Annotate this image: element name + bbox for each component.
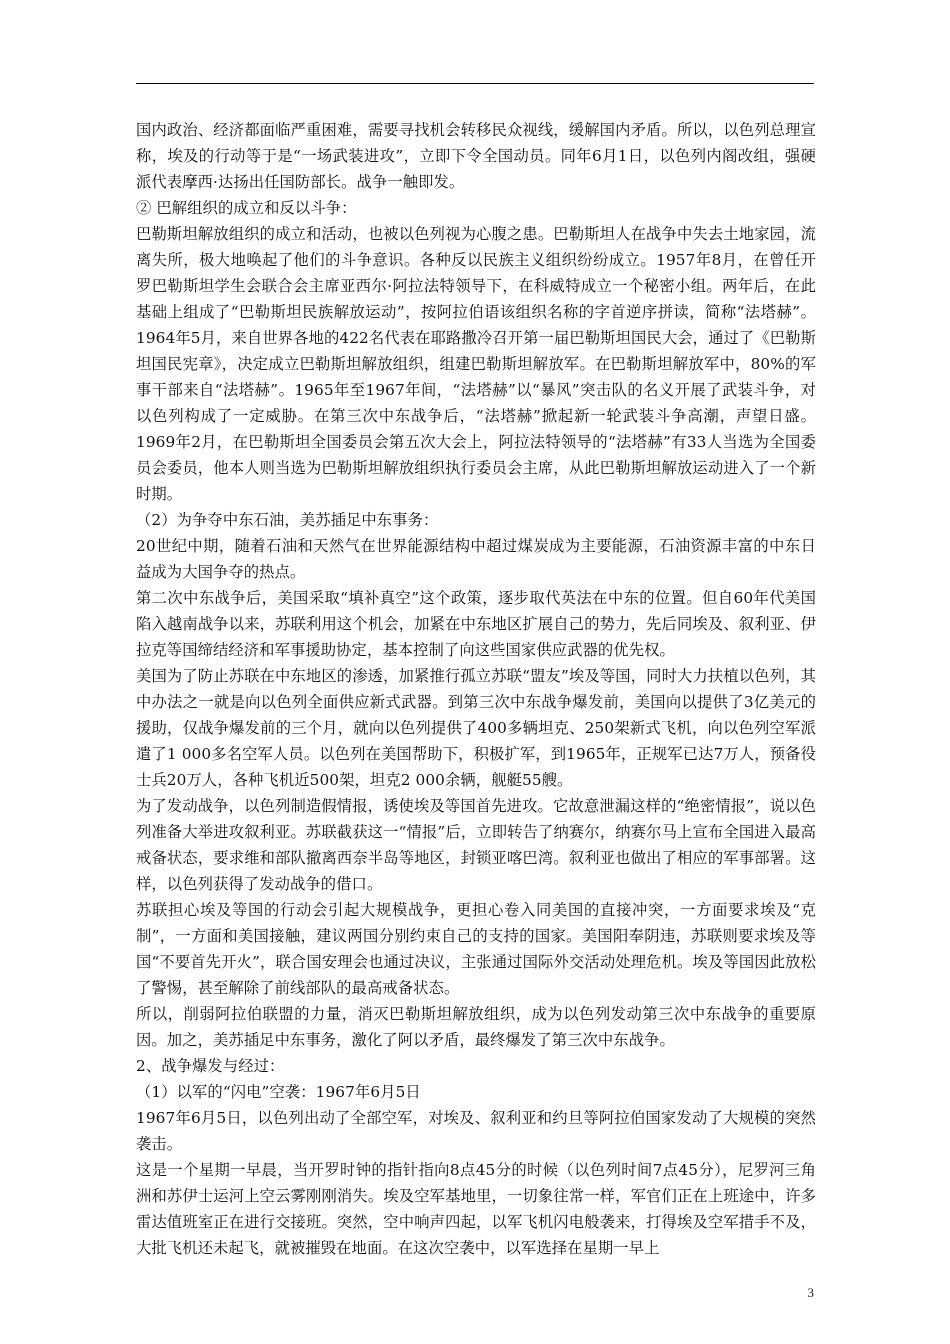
body-text <box>136 117 816 1261</box>
subheading-oil: （2）为争夺中东石油，美苏插足中东事务： <box>136 511 439 529</box>
paragraph-vacuum-policy: 第二次中东战争后，美国采取“填补真空”这个政策，逐步取代英法在中东的位置。但自60年代美国陷入越南战争以来，苏联利用这个机会，加紧在中东地区扩展自己的势力，先后同埃及、叙利亚、伊拉克等国缔结经济和军事援助协定，基本控制了向这些国家供应武器的优先权。 <box>136 589 816 659</box>
header-rule <box>136 83 814 84</box>
paragraph-oil-energy: 20世纪中期，随着石油和天然气在世界能源结构中超过煤炭成为主要能源，石油资源丰富的中东日益成为大国争夺的热点。 <box>136 537 816 581</box>
paragraph-monday-morning: 这是一个星期一早晨，当开罗时钟的指针指向8点45分的时候（以色列时间7点45分），尼罗河三角洲和苏伊士运河上空云雾刚刚消失。埃及空军基地里，一切象往常一样，军官们正在上班途中，许多雷达值班室正在进行交接班。突然，空中响声四起，以军飞机闪电般袭来，打得埃及空军措手不及，大批飞机还未起飞，就被摧毁在地面。在这次空袭中，以军选择在星期一早上 <box>136 1161 816 1257</box>
paragraph-soviet-restraint: 苏联担心埃及等国的行动会引起大规模战争，更担心卷入同美国的直接冲突，一方面要求埃及“克制”，一方面和美国接触，建议两国分别约束自己的支持的国家。美国阳奉阴违，苏联则要求埃及等国“不要首先开火”，联合国安理会也通过决议，主张通过国际外交活动处理危机。埃及等国因此放松了警惕，甚至解除了前线部队的最高戒备状态。 <box>136 901 816 997</box>
paragraph-continuation: 国内政治、经济都面临严重困难，需要寻找机会转移民众视线，缓解国内矛盾。所以，以色列总理宣称，埃及的行动等于是“一场武装进攻”，立即下令全国动员。同年6月1日，以色列内阁改组，强硬派代表摩西·达扬出任国防部长。战争一触即发。 <box>136 121 816 191</box>
section-heading-war: 2、战争爆发与经过： <box>136 1057 285 1075</box>
paragraph-plo: 巴勒斯坦解放组织的成立和活动，也被以色列视为心腹之患。巴勒斯坦人在战争中失去土地家园，流离失所，极大地唤起了他们的斗争意识。各种反以民族主义组织纷纷成立。1957年8月，在曾任开罗巴勒斯坦学生会联合会主席亚西尔·阿拉法特领导下，在科威特成立一个秘密小组。两年后，在此基础上组成了“巴勒斯坦民族解放运动”，按阿拉伯语该组织名称的字首逆序拼读，简称“法塔赫”。1964年5月，来自世界各地的422名代表在耶路撒冷召开第一届巴勒斯坦国民大会，通过了《巴勒斯坦国民宪章》，决定成立巴勒斯坦解放组织，组建巴勒斯坦解放军。在巴勒斯坦解放军中，80%的军事干部来自“法塔赫”。1965年至1967年间，“法塔赫”以“暴风”突击队的名义开展了武装斗争，对以色列构成了一定威胁。在第三次中东战争后，“法塔赫”掀起新一轮武装斗争高潮，声望日盛。1969年2月，在巴勒斯坦全国委员会第五次大会上，阿拉法特领导的“法塔赫”有33人当选为全国委员会委员，他本人则当选为巴勒斯坦解放组织执行委员会主席，从此巴勒斯坦解放运动进入了一个新时期。 <box>136 225 816 503</box>
paragraph-june-5: 1967年6月5日，以色列出动了全部空军，对埃及、叙利亚和约旦等阿拉伯国家发动了大规模的突然袭击。 <box>136 1109 816 1153</box>
subheading-plo: ② 巴解组织的成立和反以斗争： <box>136 199 357 217</box>
paragraph-false-intel: 为了发动战争，以色列制造假情报，诱使埃及等国首先进攻。它故意泄漏这样的“绝密情报”，说以色列准备大举进攻叙利亚。苏联截获这一“情报”后，立即转告了纳赛尔，纳赛尔马上宣布全国进入最高戒备状态，要求维和部队撤离西奈半岛等地区，封锁亚喀巴湾。叙利亚也做出了相应的军事部署。这样，以色列获得了发动战争的借口。 <box>136 797 816 893</box>
subheading-air-strike: （1）以军的“闪电”空袭：1967年6月5日 <box>136 1083 421 1101</box>
paragraph-conclusion: 所以，削弱阿拉伯联盟的力量，消灭巴勒斯坦解放组织，成为以色列发动第三次中东战争的重要原因。加之，美苏插足中东事务，激化了阿以矛盾，最终爆发了第三次中东战争。 <box>136 1005 816 1049</box>
paragraph-us-aid: 美国为了防止苏联在中东地区的渗透，加紧推行孤立苏联“盟友”埃及等国，同时大力扶植以色列，其中办法之一就是向以色列全面供应新式武器。到第三次中东战争爆发前，美国向以提供了3亿美元的援助，仅战争爆发前的三个月，就向以色列提供了400多辆坦克、250架新式飞机，向以色列空军派遣了1 000多名空军人员。以色列在美国帮助下，积极扩军，到1965年，正规军已达7万人，预备役士兵20万人，各种飞机近500架，坦克2 000余辆，舰艇55艘。 <box>136 667 816 789</box>
page-number: 3 <box>807 1285 814 1300</box>
